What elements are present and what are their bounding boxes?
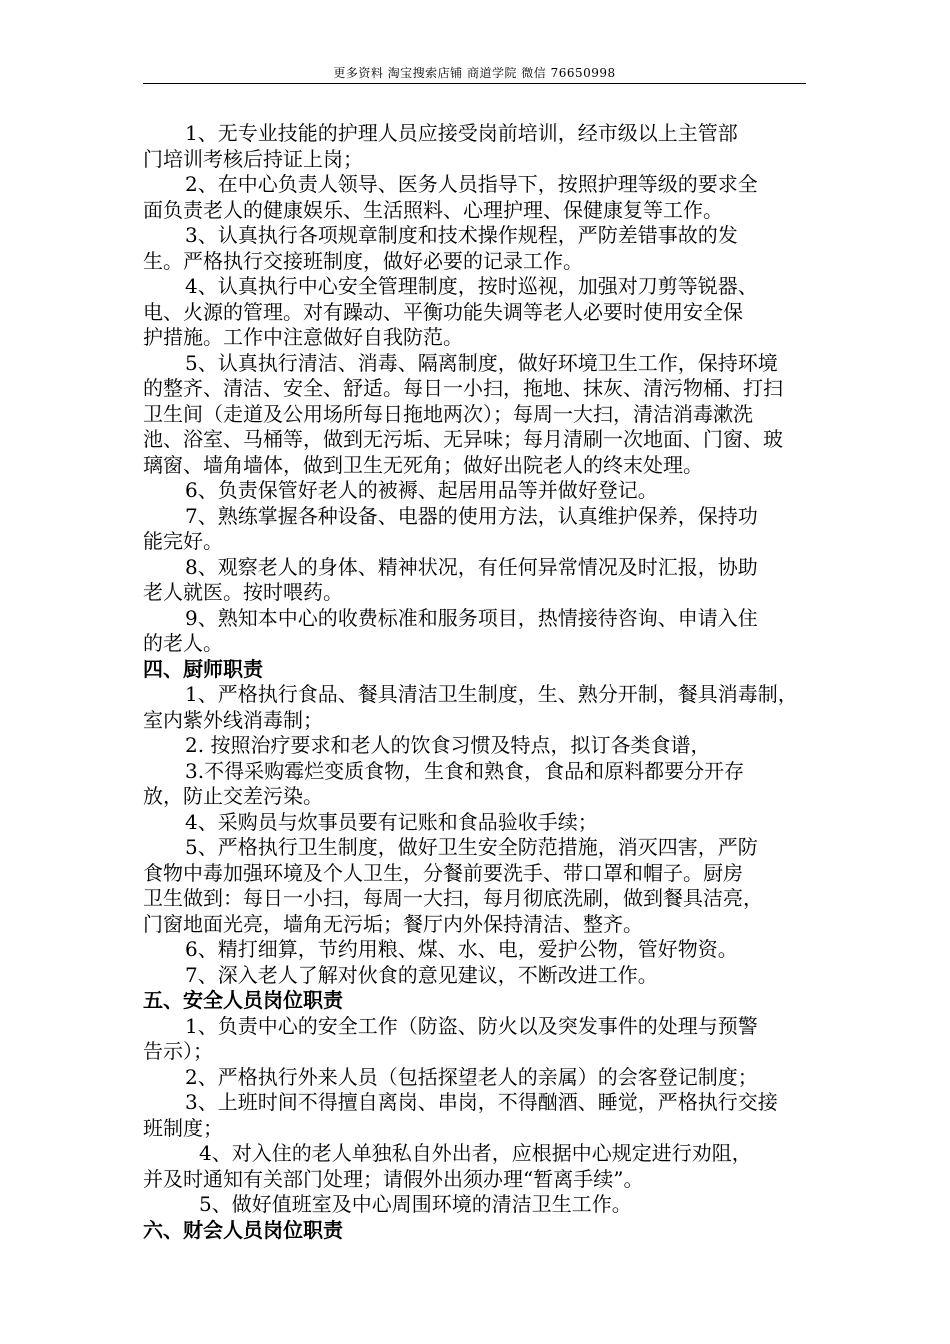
text-line: 6、负责保管好老人的被褥、起居用品等并做好登记。	[185, 478, 658, 502]
text-line: 5、做好值班室及中心周围环境的清洁卫生工作。	[199, 1192, 632, 1216]
text-line: 3、上班时间不得擅自离岗、串岗，不得酗酒、睡觉，严格执行交接	[185, 1090, 778, 1114]
text-line: 7、深入老人了解对伙食的意见建议，不断改进工作。	[185, 962, 658, 987]
document-body	[143, 121, 809, 1243]
text-line: 6、精打细算，节约用粮、煤、水、电，爱护公物，管好物资。	[185, 937, 738, 961]
text-line: 5、严格执行卫生制度，做好卫生安全防范措施，消灭四害，严防	[185, 835, 758, 859]
text-line: 告示）；	[143, 1039, 213, 1063]
text-line: 生。严格执行交接班制度，做好必要的记录工作。	[143, 248, 583, 273]
text-line: 4、采购员与炊事员要有记账和食品验收手续；	[185, 809, 598, 834]
text-line: 2. 按照治疗要求和老人的饮食习惯及特点，拟订各类食谱，	[185, 733, 711, 757]
section-heading: 四、厨师职责	[143, 656, 263, 681]
text-line: 卫生间（走道及公用场所每日拖地两次）；每周一大扫，清洁消毒漱洗	[143, 401, 753, 426]
text-line: 9、熟知本中心的收费标准和服务项目，热情接待咨询、申请入住	[185, 605, 758, 630]
text-line: 2、在中心负责人领导、医务人员指导下，按照护理等级的要求全	[185, 172, 758, 196]
text-line: 并及时通知有关部门处理；请假外出须办理“暂离手续”。	[143, 1166, 644, 1191]
text-line: 8、观察老人的身体、精神状况，有任何异常情况及时汇报，协助	[185, 554, 758, 579]
text-line: 老人就医。按时喂药。	[143, 580, 343, 604]
text-line: 2、严格执行外来人员（包括探望老人的亲属）的会客登记制度；	[185, 1064, 758, 1089]
text-line: 1、负责中心的安全工作（防盗、防火以及突发事件的处理与预警	[185, 1013, 758, 1038]
text-line: 4、对入住的老人单独私自外出者，应根据中心规定进行劝阻，	[199, 1141, 752, 1165]
text-line: 4、认真执行中心安全管理制度，按时巡视，加强对刀剪等锐器、	[185, 274, 758, 298]
text-line: 能完好。	[143, 529, 223, 553]
text-line: 1、严格执行食品、餐具清洁卫生制度，生、熟分开制，餐具消毒制，	[185, 682, 798, 706]
text-line: 3、认真执行各项规章制度和技术操作规程，严防差错事故的发	[185, 223, 738, 247]
text-line: 面负责老人的健康娱乐、生活照料、心理护理、保健康复等工作。	[143, 197, 723, 222]
text-line: 室内紫外线消毒制；	[143, 707, 323, 732]
text-line: 7、熟练掌握各种设备、电器的使用方法，认真维护保养，保持功	[185, 503, 758, 528]
text-line: 卫生做到：每日一小扫，每周一大扫，每月彻底洗刷，做到餐具洁亮，	[143, 886, 763, 910]
page-header: 更多资料 淘宝搜索店铺 商道学院 微信 76650998	[333, 66, 616, 80]
text-line: 3.不得采购霉烂变质食物，生食和熟食，食品和原料都要分开存	[185, 758, 745, 783]
text-line: 电、火源的管理。对有躁动、平衡功能失调等老人必要时使用安全保	[143, 299, 743, 324]
text-line: 1、无专业技能的护理人员应接受岗前培训，经市级以上主管部	[185, 121, 738, 145]
text-line: 护措施。工作中注意做好自我防范。	[143, 325, 463, 349]
text-line: 的老人。	[143, 631, 223, 655]
text-line: 放，防止交差污染。	[143, 784, 323, 808]
text-line: 门培训考核后持证上岗；	[143, 146, 363, 171]
header-rule	[143, 83, 806, 84]
section-heading: 六、财会人员岗位职责	[143, 1217, 343, 1242]
text-line: 池、浴室、马桶等，做到无污垢、无异味；每月清刷一次地面、门窗、玻	[143, 427, 783, 451]
text-line: 璃窗、墙角墙体，做到卫生无死角；做好出院老人的终末处理。	[143, 452, 703, 477]
text-line: 5、认真执行清洁、消毒、隔离制度，做好环境卫生工作，保持环境	[185, 350, 778, 375]
text-line: 班制度；	[143, 1115, 223, 1140]
text-line: 门窗地面光亮，墙角无污垢；餐厅内外保持清洁、整齐。	[143, 911, 643, 936]
text-line: 的整齐、清洁、安全、舒适。每日一小扫，拖地、抹灰、清污物桶、打扫	[143, 376, 783, 400]
section-heading: 五、安全人员岗位职责	[143, 988, 343, 1012]
text-line: 食物中毒加强环境及个人卫生，分餐前要洗手、带口罩和帽子。厨房	[143, 860, 743, 885]
